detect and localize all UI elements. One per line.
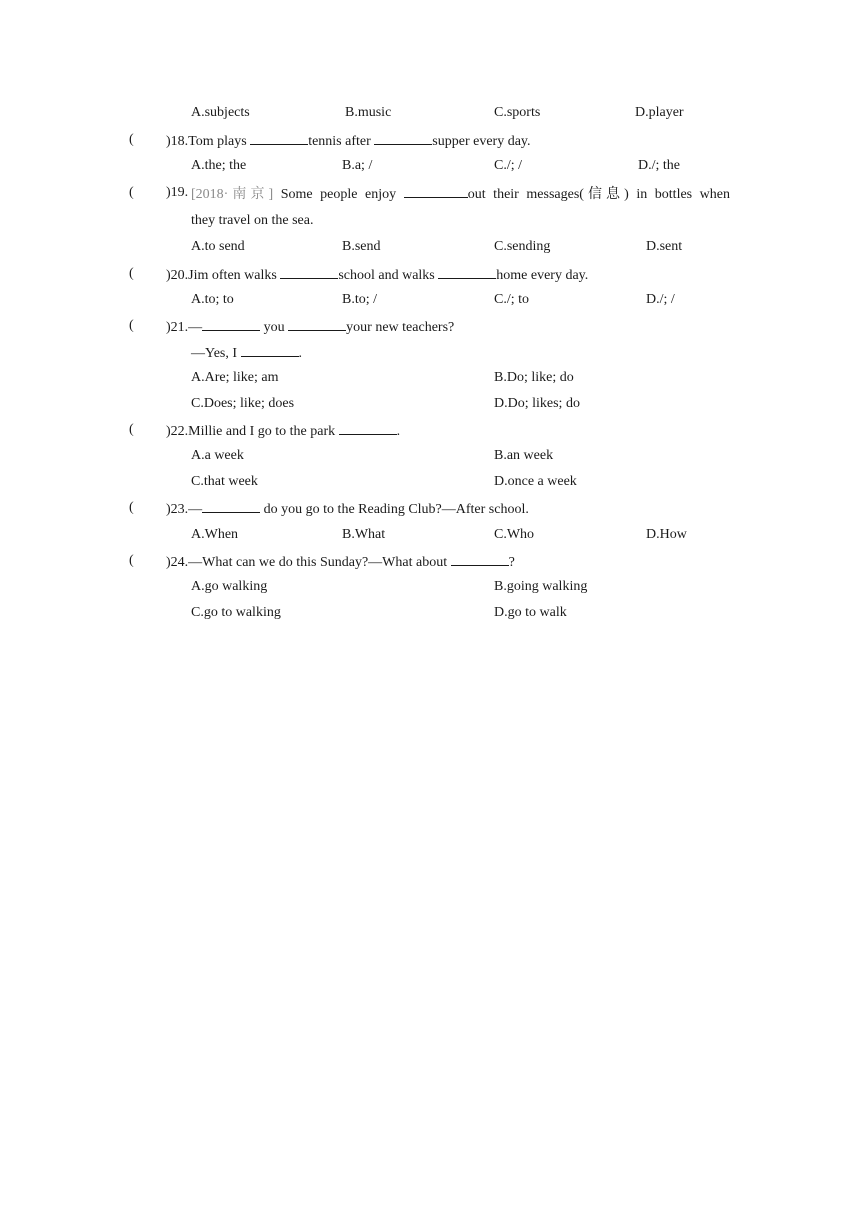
q19-text-2: out their messages(信息) in bottles when <box>467 187 730 202</box>
q21-option-b: B.Do; like; do <box>494 370 574 385</box>
q22-option-b: B.an week <box>494 448 554 463</box>
q23-text-2: do you go to the Reading Club?—After school. <box>260 502 529 517</box>
q23-option-b: B.What <box>342 527 386 542</box>
q21-text-3: your new teachers? <box>346 320 455 335</box>
q21-option-a: A.Are; like; am <box>191 370 279 385</box>
q20-text-3: home every day. <box>496 268 589 283</box>
q20-number: )20. <box>166 268 189 283</box>
q22-answer-paren[interactable]: ( <box>129 422 134 437</box>
q19-stem <box>191 184 730 204</box>
q23-stem <box>166 499 529 519</box>
q19-text-3: they travel on the sea. <box>191 213 314 228</box>
q18-text-1: Tom plays <box>188 134 251 149</box>
q18-number: )18. <box>166 134 189 149</box>
q22-text-2: . <box>396 424 401 439</box>
q20-text-2: school and walks <box>338 268 439 283</box>
q18-answer-paren[interactable]: ( <box>129 132 134 147</box>
q22-text-1: Millie and I go to the park <box>188 424 339 439</box>
q18-option-c: C./; / <box>494 158 523 173</box>
q24-number: )24. <box>166 555 189 570</box>
q23-text-1: — <box>188 502 203 517</box>
q17-option-b: B.music <box>345 105 392 120</box>
q22-stem <box>166 421 400 441</box>
q21-stem <box>166 317 454 337</box>
q24-option-c: C.go to walking <box>191 605 281 620</box>
q21-blank-2[interactable] <box>288 317 346 331</box>
q23-option-c: C.Who <box>494 527 535 542</box>
q24-blank-1[interactable] <box>451 552 509 566</box>
q24-answer-paren[interactable]: ( <box>129 553 134 568</box>
q22-option-a: A.a week <box>191 448 244 463</box>
q20-option-c: C./; to <box>494 292 530 307</box>
q23-answer-paren[interactable]: ( <box>129 500 134 515</box>
q23-blank-1[interactable] <box>202 499 260 513</box>
q19-number: )19. <box>166 185 189 200</box>
q21-reply <box>191 343 302 363</box>
q24-text-1: —What can we do this Sunday?—What about <box>188 555 451 570</box>
q21-answer-paren[interactable]: ( <box>129 318 134 333</box>
q17-option-d: D.player <box>635 105 684 120</box>
q21-blank-3[interactable] <box>241 343 299 357</box>
q20-blank-1[interactable] <box>280 265 338 279</box>
q21-option-c: C.Does; like; does <box>191 396 295 411</box>
q18-text-3: supper every day. <box>432 134 531 149</box>
q20-option-a: A.to; to <box>191 292 234 307</box>
q18-option-a: A.the; the <box>191 158 247 173</box>
q20-option-b: B.to; / <box>342 292 378 307</box>
q18-option-d: D./; the <box>638 158 680 173</box>
q19-option-a: A.to send <box>191 239 245 254</box>
q21-text-4: —Yes, I <box>191 346 241 361</box>
q19-blank-1[interactable] <box>404 184 468 198</box>
q20-text-1: Jim often walks <box>188 268 281 283</box>
q19-option-d: D.sent <box>646 239 683 254</box>
q20-stem <box>166 265 588 285</box>
q23-option-a: A.When <box>191 527 239 542</box>
q21-text-1: — <box>188 320 203 335</box>
q21-text-5: . <box>298 346 303 361</box>
q18-blank-1[interactable] <box>250 131 308 145</box>
q18-option-b: B.a; / <box>342 158 373 173</box>
q18-stem <box>166 131 531 151</box>
q21-text-2: you <box>260 320 289 335</box>
q20-option-d: D./; / <box>646 292 675 307</box>
q24-option-d: D.go to walk <box>494 605 567 620</box>
q21-option-d: D.Do; likes; do <box>494 396 580 411</box>
q19-source-tag: [2018·南京] <box>191 187 274 202</box>
q19-option-b: B.send <box>342 239 381 254</box>
q24-option-a: A.go walking <box>191 579 268 594</box>
q20-answer-paren[interactable]: ( <box>129 266 134 281</box>
q21-number: )21. <box>166 320 189 335</box>
q18-blank-2[interactable] <box>374 131 432 145</box>
q19-answer-paren[interactable]: ( <box>129 185 134 200</box>
q24-text-2: ? <box>508 555 515 570</box>
q20-blank-2[interactable] <box>438 265 496 279</box>
q23-option-d: D.How <box>646 527 687 542</box>
q23-number: )23. <box>166 502 189 517</box>
q24-option-b: B.going walking <box>494 579 588 594</box>
q19-option-c: C.sending <box>494 239 551 254</box>
q22-number: )22. <box>166 424 189 439</box>
q24-stem <box>166 552 515 572</box>
q18-text-2: tennis after <box>308 134 375 149</box>
q17-option-a: A.subjects <box>191 105 250 120</box>
q22-blank-1[interactable] <box>339 421 397 435</box>
q21-blank-1[interactable] <box>202 317 260 331</box>
q22-option-d: D.once a week <box>494 474 577 489</box>
q19-text-1: Some people enjoy <box>273 187 404 202</box>
q17-option-c: C.sports <box>494 105 541 120</box>
q22-option-c: C.that week <box>191 474 258 489</box>
